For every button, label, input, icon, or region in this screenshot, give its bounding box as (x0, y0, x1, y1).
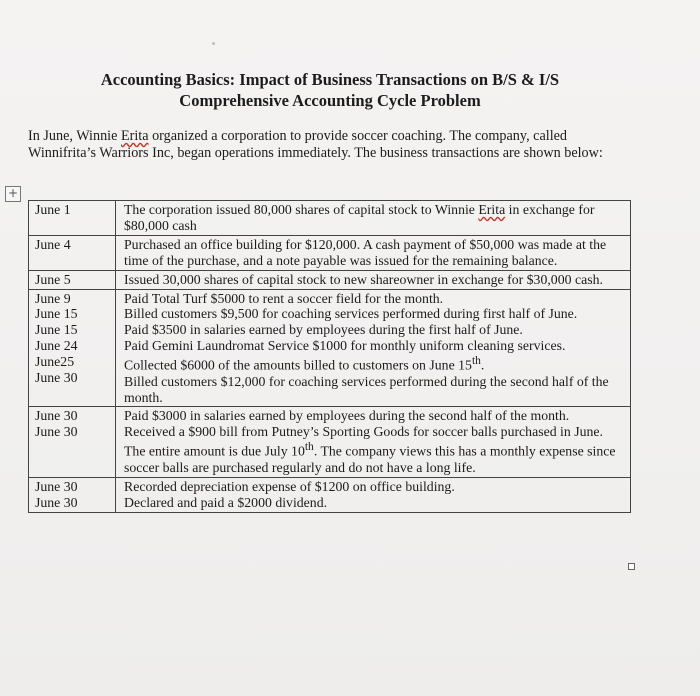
date-cell: June 4 (29, 235, 116, 270)
table-row (29, 235, 631, 270)
spellcheck-word: Erita (478, 202, 506, 217)
speck (212, 42, 215, 45)
table-row (29, 407, 631, 477)
date-cell: June 5 (29, 270, 116, 289)
table-row (29, 270, 631, 289)
table-row (29, 201, 631, 236)
page-title (40, 69, 620, 111)
spellcheck-word: Erita (120, 128, 149, 144)
table-row (29, 477, 631, 512)
table-move-handle-icon[interactable]: + (5, 186, 21, 202)
description-cell: Paid Total Turf $5000 to rent a soccer field for the month. Billed customers $9,500 for coaching services performed during first half of June. Paid $3500 in salaries earned by employees during the first half of June. Paid Gemini Laundromat Service $1000 for monthly uniform cleaning services. Collected $6000 of the amounts billed to customers on June 15th. Billed customers $12,000 for coaching services performed during the second half of the month. (116, 289, 631, 407)
transactions-table (28, 200, 631, 513)
intro-paragraph: In June, Winnie Erita organized a corporation to provide soccer coaching. The company, called Winnifrita’s Warriors Inc, began operations immediately. The business transactions are shown below: (28, 128, 603, 161)
description-cell: Recorded depreciation expense of $1200 on office building. Declared and paid a $2000 dividend. (116, 477, 631, 512)
description-cell: The corporation issued 80,000 shares of capital stock to Winnie Erita in exchange for $80,000 cash (116, 201, 631, 236)
title-line-2: Comprehensive Accounting Cycle Problem (179, 91, 481, 110)
description-cell: Issued 30,000 shares of capital stock to new shareowner in exchange for $30,000 cash. (116, 270, 631, 289)
description-cell: Paid $3000 in salaries earned by employees during the second half of the month. Received a $900 bill from Putney’s Sporting Goods for soccer balls purchased in June. The entire amount is due July 10th. The company views this has a monthly expense since soccer balls are purchased regularly and do not have a long life. (116, 407, 631, 477)
table-resize-handle[interactable] (628, 563, 635, 570)
date-cell: June 1 (29, 201, 116, 236)
date-cell: June 30 June 30 (29, 407, 116, 477)
description-cell: Purchased an office building for $120,000. A cash payment of $50,000 was made at the time of the purchase, and a note payable was issued for the remaining balance. (116, 235, 631, 270)
title-line-1: Accounting Basics: Impact of Business Transactions on B/S & I/S (100, 70, 560, 89)
date-cell: June 30 June 30 (29, 477, 116, 512)
table-row (29, 289, 631, 407)
date-cell: June 9 June 15 June 15 June 24 June25 June 30 (29, 289, 116, 407)
